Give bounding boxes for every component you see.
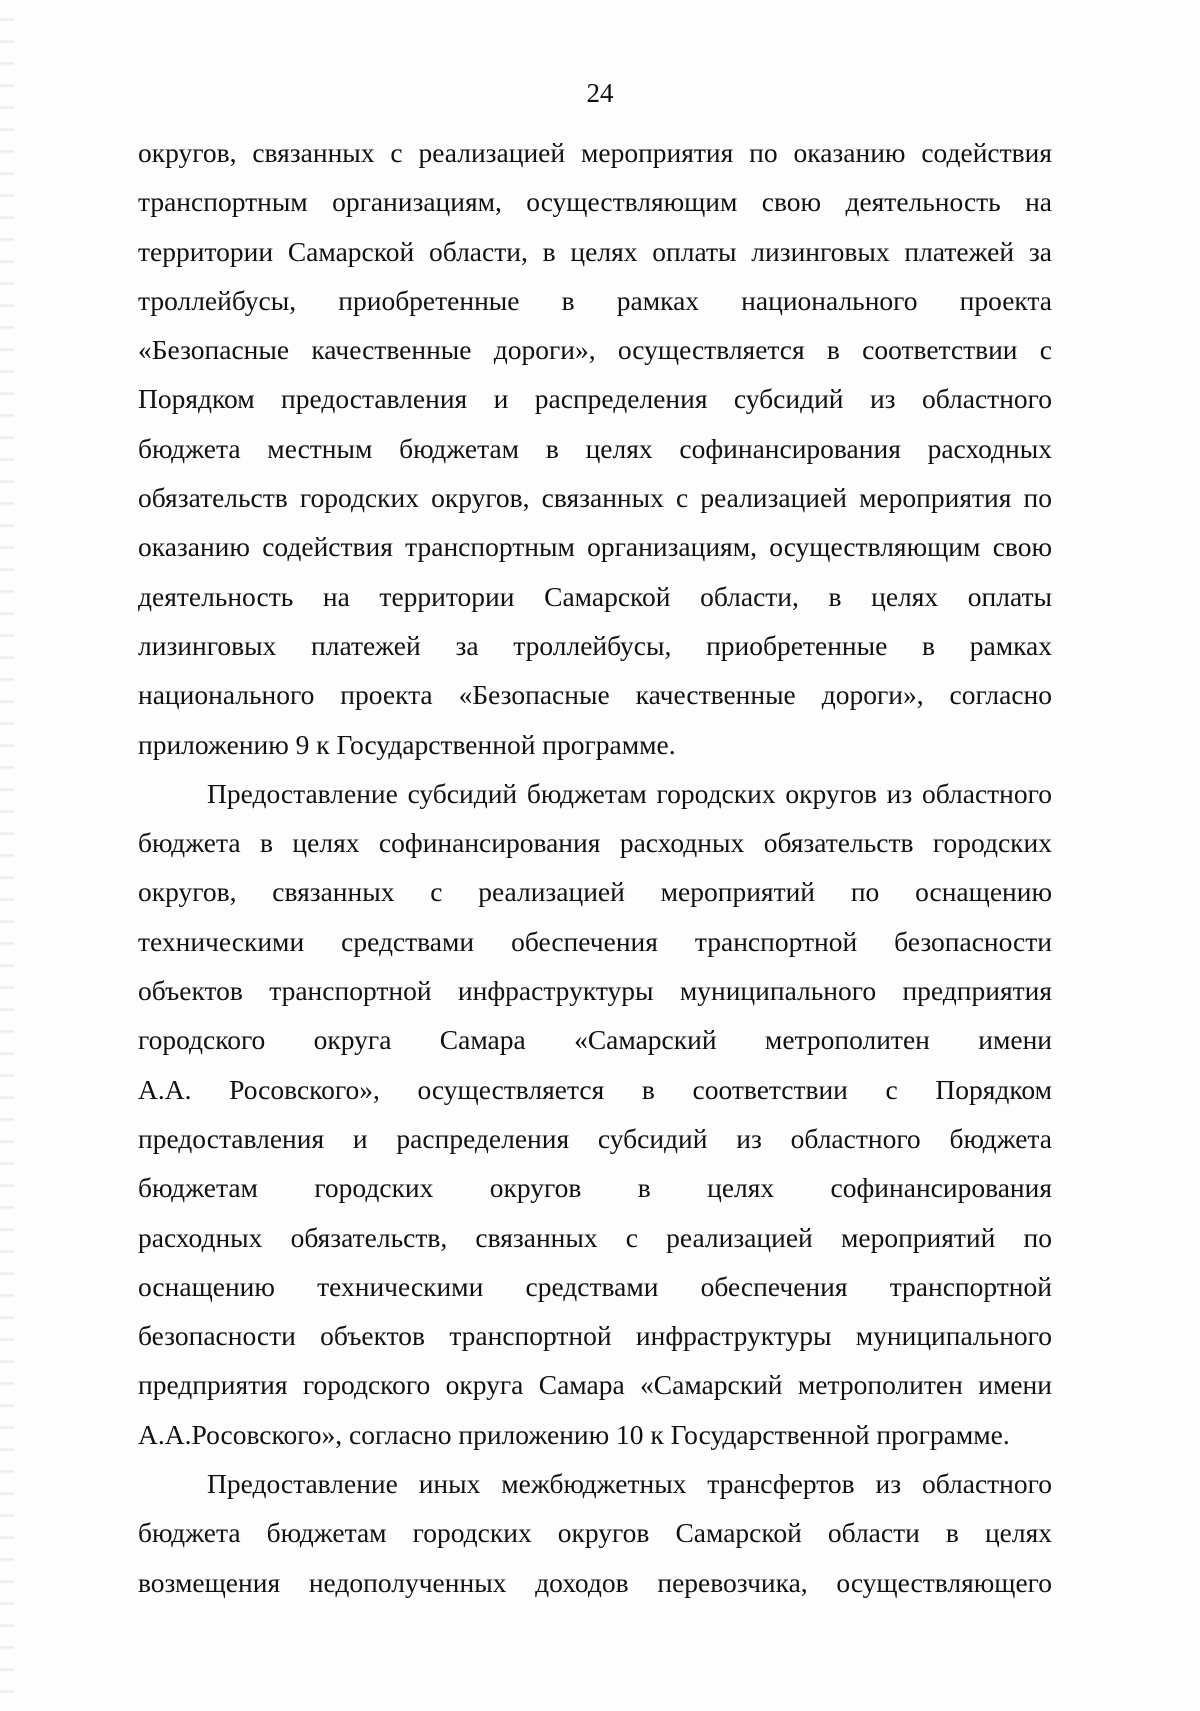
text-line: Предоставление иных межбюджетных трансфертов из областного: [207, 1468, 1052, 1500]
text-line: округов, связанных с реализацией мероприятия по оказанию содействия: [138, 137, 1052, 168]
text-line: бюджета местным бюджетам в целях софинансирования расходных: [138, 432, 1052, 464]
text-line: деятельность на территории Самарской области, в целях оплаты: [138, 580, 1052, 612]
text-line: бюджета в целях софинансирования расходных обязательств городских: [138, 827, 1052, 859]
text-line: оказанию содействия транспортным организациям, осуществляющим свою: [138, 531, 1052, 563]
page-number: 24: [586, 78, 614, 108]
body-text: [138, 128, 1052, 1607]
text-line: возмещения недополученных доходов перевозчика, осуществляющего: [138, 1566, 1052, 1598]
text-line: А.А. Росовского», осуществляется в соответствии с Порядком: [138, 1073, 1052, 1105]
text-line: предприятия городского округа Самара «Самарский метрополитен имени: [138, 1369, 1052, 1401]
text-line: приложению 9 к Государственной программе.: [138, 728, 676, 760]
text-line: расходных обязательств, связанных с реализацией мероприятий по: [138, 1221, 1052, 1253]
text-line: лизинговых платежей за троллейбусы, приобретенные в рамках: [138, 629, 1052, 661]
text-line: безопасности объектов транспортной инфраструктуры муниципального: [138, 1320, 1052, 1352]
text-line: Предоставление субсидий бюджетам городских округов из областного: [207, 777, 1052, 809]
text-line: предоставления и распределения субсидий из областного бюджета: [138, 1122, 1052, 1154]
scan-edge-artifact: [0, 0, 14, 1711]
text-line: бюджета бюджетам городских округов Самарской области в целях: [138, 1517, 1052, 1549]
text-line: техническими средствами обеспечения транспортной безопасности: [138, 925, 1052, 957]
paragraph-1: [138, 128, 1052, 769]
text-line: округов, связанных с реализацией мероприятий по оснащению: [138, 876, 1052, 908]
text-line: троллейбусы, приобретенные в рамках национального проекта: [138, 284, 1052, 316]
text-line: обязательств городских округов, связанных с реализацией мероприятия по: [138, 482, 1052, 514]
paragraph-2: [138, 769, 1052, 1459]
text-line: оснащению техническими средствами обеспечения транспортной: [138, 1270, 1052, 1302]
text-line: территории Самарской области, в целях оплаты лизинговых платежей за: [138, 235, 1052, 267]
text-line: национального проекта «Безопасные качественные дороги», согласно: [138, 679, 1052, 711]
paragraph-3: [138, 1459, 1052, 1607]
text-line: Порядком предоставления и распределения субсидий из областного: [138, 383, 1052, 415]
text-line: объектов транспортной инфраструктуры муниципального предприятия: [138, 975, 1052, 1007]
text-line: «Безопасные качественные дороги», осуществляется в соответствии с: [138, 334, 1052, 366]
text-line: А.А.Росовского», согласно приложению 10 к Государственной программе.: [138, 1418, 1010, 1450]
text-line: бюджетам городских округов в целях софинансирования: [138, 1172, 1052, 1204]
text-line: городского округа Самара «Самарский метрополитен имени: [138, 1024, 1052, 1056]
text-line: транспортным организациям, осуществляющим свою деятельность на: [138, 186, 1052, 218]
